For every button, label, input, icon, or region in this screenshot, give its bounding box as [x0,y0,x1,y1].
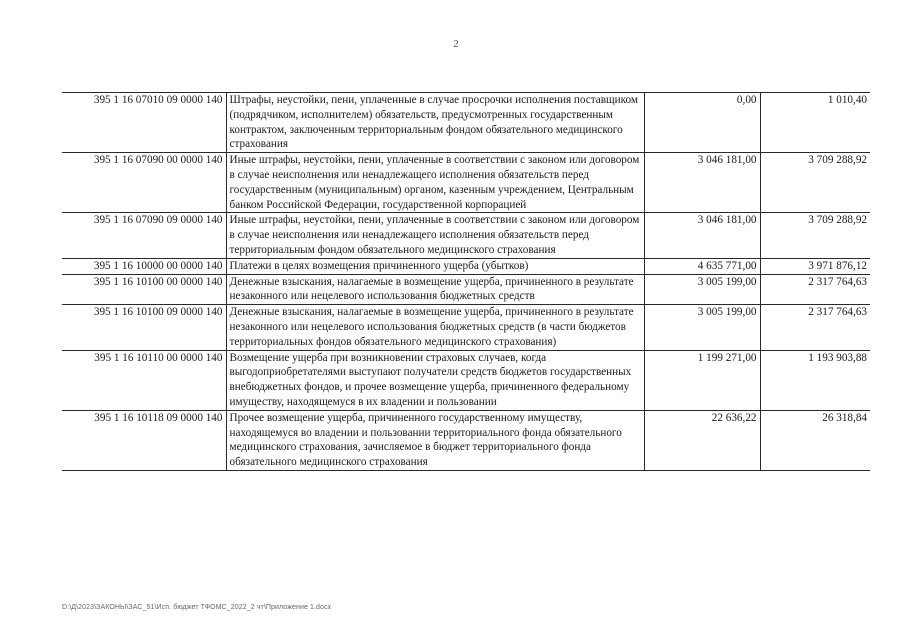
table-row [62,350,870,410]
income-name: Штрафы, неустойки, пени, уплаченные в случае просрочки исполнения поставщиком (подрядчиком, исполнителем) обязательств, предусмотренных государственным контрактом, заключенным территориальным фондом обязательного медицинского страхования [226,93,644,153]
income-name: Денежные взыскания, налагаемые в возмещение ущерба, причиненного в результате незаконного или нецелевого использования бюджетных средств (в части бюджетов территориальных фондов обязательного медицинского страхования) [226,305,644,350]
budget-code: 395 1 16 10100 00 0000 140 [62,274,226,305]
table-row [62,153,870,213]
actual-value: 3 971 876,12 [760,258,870,274]
plan-value: 3 005 199,00 [644,274,760,305]
income-name: Иные штрафы, неустойки, пени, уплаченные в соответствии с законом или договором в случае неисполнения или ненадлежащего исполнения обязательств перед территориальным фондом обязательного медицинского страхования [226,213,644,258]
income-name: Прочее возмещение ущерба, причиненного государственному имуществу, находящемуся во владении и пользовании территориального фонда обязательного медицинского страхования, зачисляемое в бюджет территориального фонда обязательного медицинского страхования [226,410,644,470]
budget-code: 395 1 16 07090 09 0000 140 [62,213,226,258]
income-name: Возмещение ущерба при возникновении страховых случаев, когда выгодоприобретателями выступают получатели средств бюджетов государственных внебюджетных фондов, и прочее возмещение ущерба, причиненного федеральному имуществу, находящемуся в их владении и пользовании [226,350,644,410]
plan-value: 1 199 271,00 [644,350,760,410]
actual-value: 3 709 288,92 [760,153,870,213]
budget-code: 395 1 16 10100 09 0000 140 [62,305,226,350]
income-name: Денежные взыскания, налагаемые в возмещение ущерба, причиненного в результате незаконного или нецелевого использования бюджетных средств [226,274,644,305]
table-row [62,305,870,350]
income-name: Иные штрафы, неустойки, пени, уплаченные в соответствии с законом или договором в случае неисполнения или ненадлежащего исполнения обязательств перед государственным (муниципальным) органом, казенным учреждением, Центральным банком Российской Федерации, государственной корпорацией [226,153,644,213]
plan-value: 3 046 181,00 [644,213,760,258]
plan-value: 22 636,22 [644,410,760,470]
budget-table [62,92,870,471]
budget-code: 395 1 16 10118 09 0000 140 [62,410,226,470]
budget-code: 395 1 16 10000 00 0000 140 [62,258,226,274]
budget-code: 395 1 16 07010 09 0000 140 [62,93,226,153]
table-row [62,93,870,153]
plan-value: 4 635 771,00 [644,258,760,274]
budget-code: 395 1 16 10110 00 0000 140 [62,350,226,410]
page-number: 2 [453,38,459,50]
budget-code: 395 1 16 07090 00 0000 140 [62,153,226,213]
plan-value: 3 046 181,00 [644,153,760,213]
actual-value: 1 010,40 [760,93,870,153]
actual-value: 26 318,84 [760,410,870,470]
table-row [62,258,870,274]
table-row [62,410,870,470]
actual-value: 2 317 764,63 [760,274,870,305]
actual-value: 2 317 764,63 [760,305,870,350]
income-name: Платежи в целях возмещения причиненного ущерба (убытков) [226,258,644,274]
plan-value: 0,00 [644,93,760,153]
plan-value: 3 005 199,00 [644,305,760,350]
table-row [62,213,870,258]
actual-value: 3 709 288,92 [760,213,870,258]
table-row [62,274,870,305]
actual-value: 1 193 903,88 [760,350,870,410]
file-path-footer: D:\Д\2023\ЗАКОНЫ\ЗАС_51\Исп. бюджет ТФОМС_2022_2 чт\Приложение 1.docx [62,604,332,611]
